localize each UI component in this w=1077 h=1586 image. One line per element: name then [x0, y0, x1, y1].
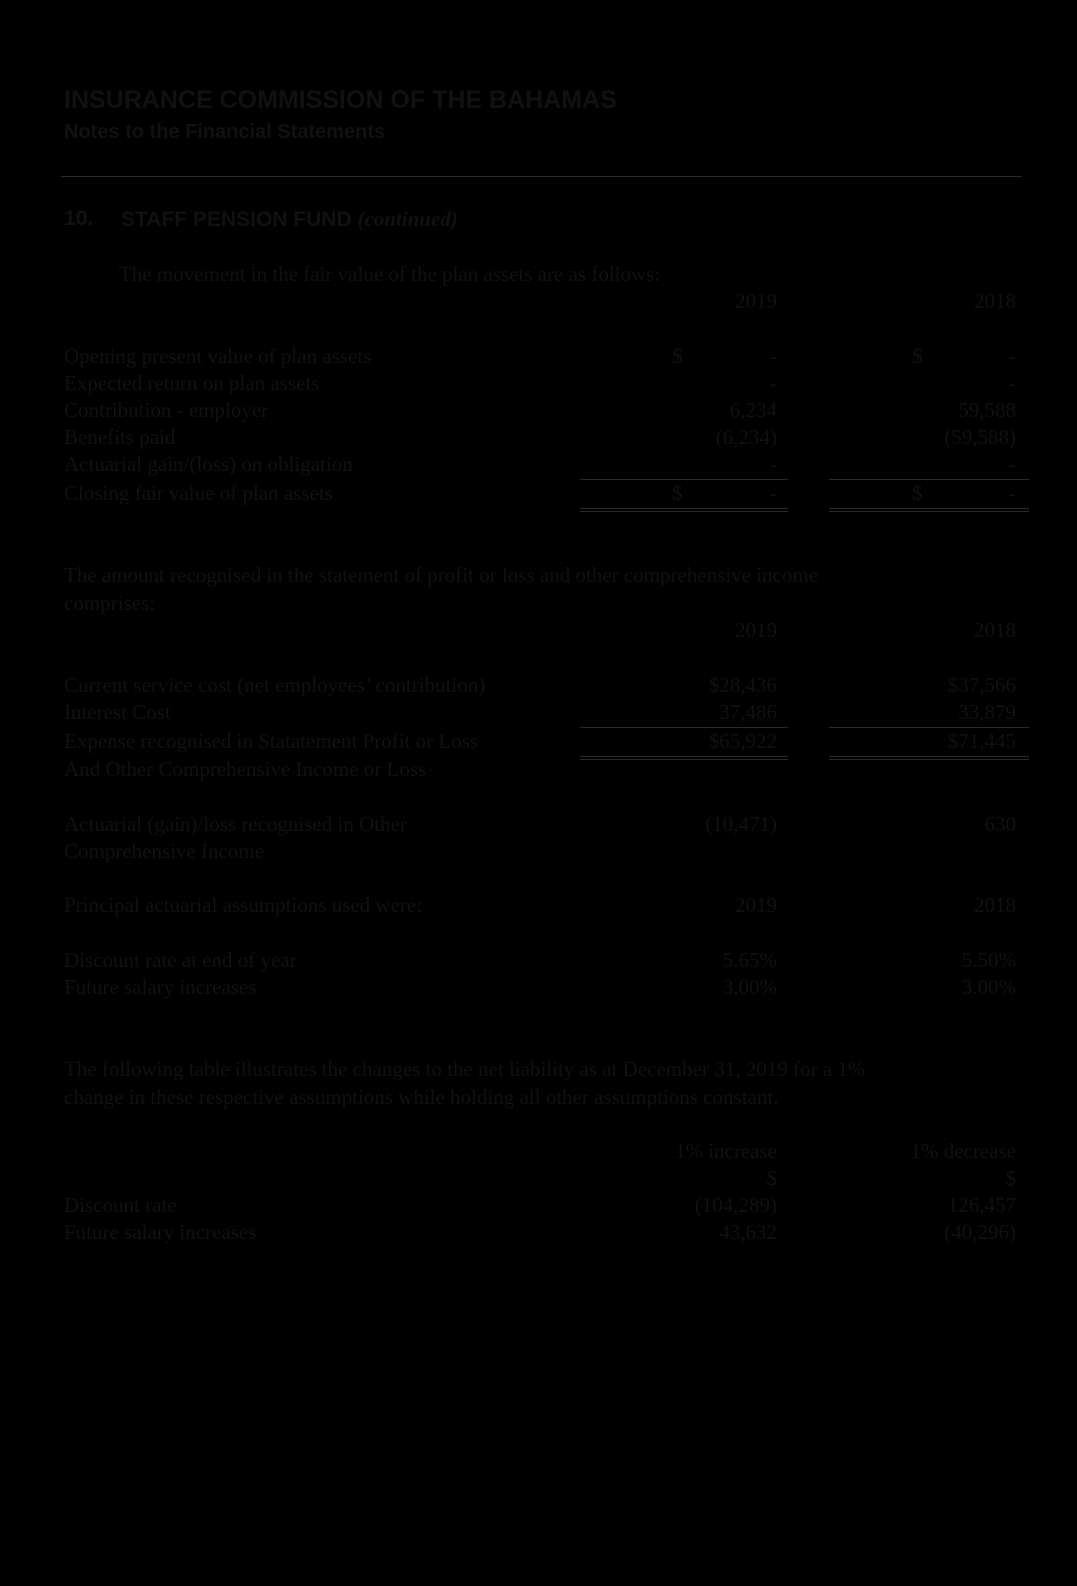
table-cell-2019: $28,436 — [708, 673, 777, 697]
table-cell-2018: - — [1009, 481, 1016, 505]
table-cell-2018: 59,588 — [958, 398, 1016, 422]
table-row-label: Future salary increases — [64, 1220, 257, 1244]
expense-intro-line1: The amount recognised in the statement of profit or loss and other comprehensive income — [64, 563, 819, 587]
table-row-label: Opening present value of plan assets — [64, 344, 372, 368]
total-double-rule — [829, 756, 1029, 757]
table-row-label: Discount rate — [64, 1193, 177, 1217]
total-double-rule — [580, 759, 788, 760]
table-cell-2018: - — [1009, 371, 1016, 395]
section-title: STAFF PENSION FUND (continued) — [121, 207, 458, 231]
subtotal-rule — [829, 727, 1029, 728]
table-row-label: Interest Cost — [64, 700, 171, 724]
table-cell-decrease: 126,457 — [947, 1193, 1016, 1217]
total-double-rule — [580, 756, 788, 757]
table-cell-2018: (59,588) — [944, 425, 1016, 449]
section-number: 10. — [64, 207, 94, 230]
table-cell-2018: - — [1009, 344, 1016, 368]
table-row-label: Expected return on plan assets — [64, 371, 320, 395]
table-cell-decrease: (40,296) — [944, 1220, 1016, 1244]
table-cell-2019: - — [770, 452, 777, 476]
table-row-label: Actuarial gain/(loss) on obligation — [64, 452, 353, 476]
sensitivity-col-increase: 1% increase — [674, 1139, 777, 1163]
table-row-label: Current service cost (net employees’ contribution) — [64, 673, 486, 697]
subtotal-rule — [580, 727, 788, 728]
table-row-label: Contribution - employer — [64, 398, 269, 422]
table-cell-2019: - — [770, 371, 777, 395]
assumptions-intro: Principal actuarial assumptions used were: — [64, 893, 423, 917]
sensitivity-intro-line1: The following table illustrates the changes to the net liability as at December 31, 2019 for a 1% — [64, 1057, 866, 1081]
assumptions-col-2018: 2018 — [974, 893, 1016, 917]
currency-symbol: $ — [912, 481, 923, 505]
sensitivity-col-decrease: 1% decrease — [910, 1139, 1016, 1163]
total-double-rule — [829, 759, 1029, 760]
table-cell-2019: (10,471) — [705, 812, 777, 836]
table-cell-2019: $65,922 — [708, 729, 777, 753]
table-row-label: Benefits paid — [64, 425, 176, 449]
subtotal-rule — [829, 479, 1029, 480]
sensitivity-intro-line2: change in these respective assumptions while holding all other assumptions constant. — [64, 1085, 779, 1109]
plan-assets-col-2019: 2019 — [735, 289, 777, 313]
total-double-rule — [829, 511, 1029, 512]
currency-symbol: $ — [672, 481, 683, 505]
table-row-total-label-line2: And Other Comprehensive Income or Loss — [64, 757, 427, 781]
expense-col-2019: 2019 — [735, 618, 777, 642]
total-double-rule — [829, 508, 1029, 509]
table-row-label: Discount rate at end of year — [64, 948, 297, 972]
plan-assets-col-2018: 2018 — [974, 289, 1016, 313]
table-row-total-label: Closing fair value of plan assets — [64, 481, 333, 505]
table-cell-2019: 3.00% — [722, 975, 777, 999]
assumptions-col-2019: 2019 — [735, 893, 777, 917]
expense-intro-line2: comprises: — [64, 591, 155, 615]
table-cell-2019: 5.65% — [722, 948, 777, 972]
table-cell-2018: $71,445 — [947, 729, 1016, 753]
table-cell-2018: $37,566 — [947, 673, 1016, 697]
table-cell-2018: 33,879 — [958, 700, 1016, 724]
total-double-rule — [580, 511, 788, 512]
table-cell-2018: - — [1009, 452, 1016, 476]
actuarial-label-line2: Comprehensive Income — [64, 839, 265, 863]
table-cell-2019: - — [770, 481, 777, 505]
currency-symbol: $ — [766, 1166, 777, 1190]
table-row-label: Future salary increases — [64, 975, 257, 999]
currency-symbol: $ — [1005, 1166, 1016, 1190]
header-divider — [61, 176, 1022, 177]
table-cell-2018: 3.00% — [961, 975, 1016, 999]
subtotal-rule — [580, 479, 788, 480]
currency-symbol: $ — [672, 344, 683, 368]
table-cell-2019: (6,234) — [715, 425, 777, 449]
table-cell-2018: 5.50% — [961, 948, 1016, 972]
table-cell-2019: 6,234 — [729, 398, 777, 422]
table-cell-increase: (104,289) — [694, 1193, 777, 1217]
table-cell-2018: 630 — [984, 812, 1016, 836]
currency-symbol: $ — [912, 344, 923, 368]
total-double-rule — [580, 508, 788, 509]
table-cell-2019: - — [770, 344, 777, 368]
actuarial-label-line1: Actuarial (gain)/loss recognised in Other — [64, 812, 407, 836]
section-title-suffix: (continued) — [357, 207, 458, 231]
plan-assets-intro: The movement in the fair value of the plan assets are as follows: — [119, 262, 661, 286]
table-cell-2019: 37,486 — [719, 700, 777, 724]
page-header-subtitle: Notes to the Financial Statements — [64, 121, 386, 143]
table-row-total-label: Expense recognised in Statatement Profit or Loss — [64, 729, 479, 753]
table-cell-increase: 43,632 — [719, 1220, 777, 1244]
expense-col-2018: 2018 — [974, 618, 1016, 642]
page-header-org: INSURANCE COMMISSION OF THE BAHAMAS — [64, 86, 617, 114]
